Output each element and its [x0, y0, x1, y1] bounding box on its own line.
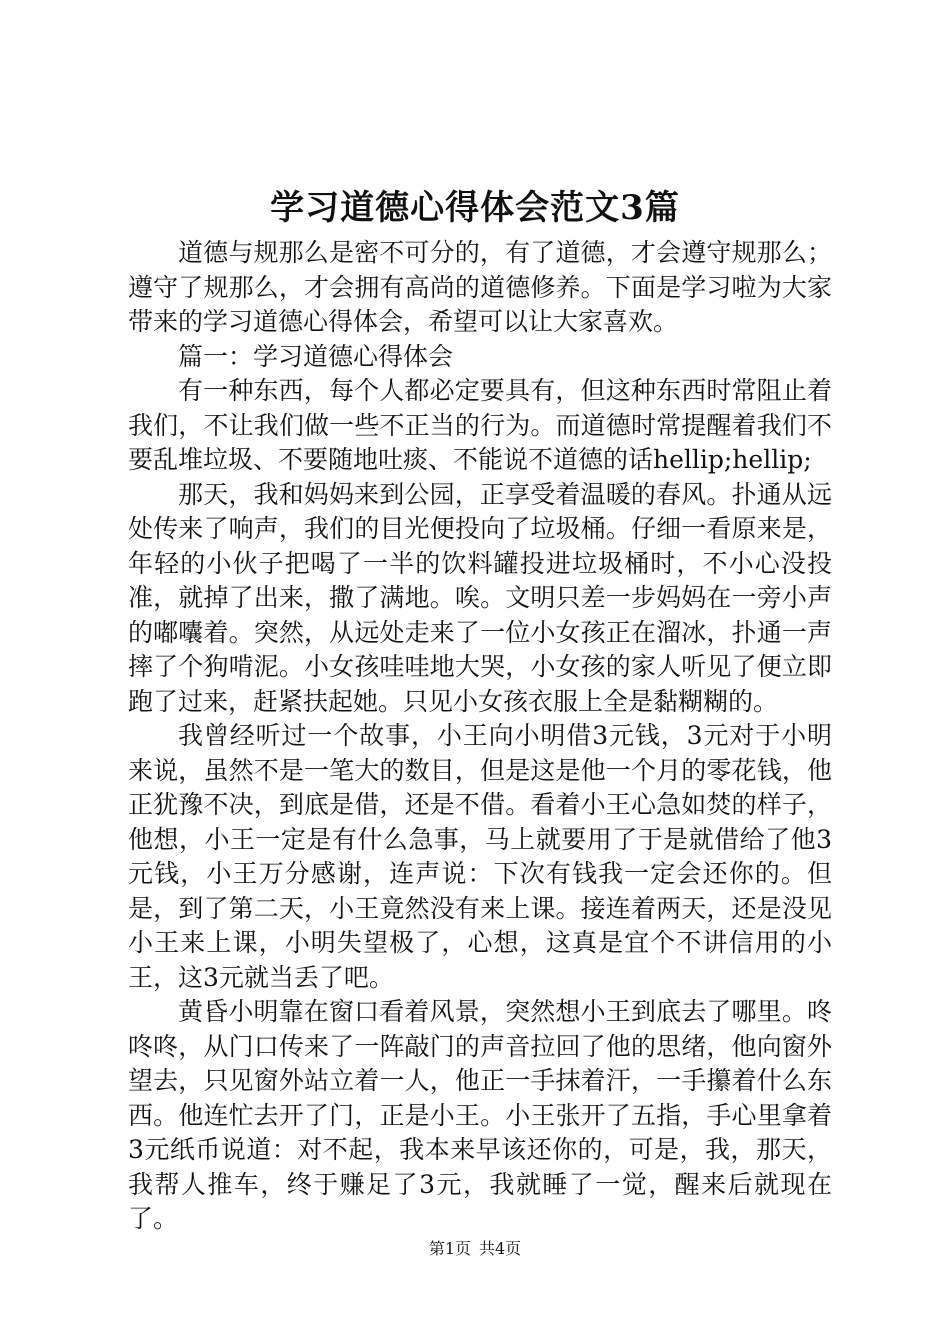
intro-paragraph: 道德与规那么是密不可分的，有了道德，才会遵守规那么；遵守了规那么，才会拥有高尚的道德修养。下面是学习啦为大家带来的学习道德心得体会，希望可以让大家喜欢。: [128, 238, 832, 336]
page-number: 第1页: [428, 1239, 471, 1258]
document-title: 学习道德心得体会范文3篇: [270, 188, 680, 228]
page-footer: [0, 1238, 950, 1260]
body-paragraph: 那天，我和妈妈来到公园，正享受着温暖的春风。扑通从远处传来了响声，我们的目光便投向了垃圾桶。仔细一看原来是，年轻的小伙子把喝了一半的饮料罐投进垃圾桶时，不小心没投准，就掉了出来，撒了满地。唉。文明只差一步妈妈在一旁小声的嘟囔着。突然，从远处走来了一位小女孩正在溜冰，扑通一声摔了个狗啃泥。小女孩哇哇地大哭，小女孩的家人听见了便立即跑了过来，赶紧扶起她。只见小女孩衣服上全是黏糊糊的。: [128, 479, 832, 716]
page-total: 共4页: [479, 1239, 522, 1258]
section-heading: 篇一：学习道德心得体会: [178, 341, 454, 371]
body-paragraph: 黄昏小明靠在窗口看着风景，突然想小王到底去了哪里。咚咚咚，从门口传来了一阵敲门的声音拉回了他的思绪，他向窗外望去，只见窗外站立着一人，他正一手抹着汗，一手攥着什么东西。他连忙去开了门，正是小王。小王张开了五指，手心里拿着3元纸币说道：对不起，我本来早该还你的，可是，我，那天，我帮人推车，终于赚足了3元，我就睡了一觉，醒来后就现在了。: [128, 997, 832, 1233]
body-paragraph: 有一种东西，每个人都必定要具有，但这种东西时常阻止着我们，不让我们做一些不正当的行为。而道德时常提醒着我们不要乱堆垃圾、不要随地吐痰、不能说不道德的话hellip;hellip;: [128, 376, 832, 474]
document-body: [128, 236, 832, 1237]
body-paragraph: 我曾经听过一个故事，小王向小明借3元钱，3元对于小明来说，虽然不是一笔大的数目，但是这是他一个月的零花钱，他正犹豫不决，到底是借，还是不借。看着小王心急如焚的样子，他想，小王一定是有什么急事，马上就要用了于是就借给了他3元钱，小王万分感谢，连声说：下次有钱我一定会还你的。但是，到了第二天，小王竟然没有来上课。接连着两天，还是没见小王来上课，小明失望极了，心想，这真是宜个不讲信用的小王，这3元就当丢了吧。: [128, 721, 832, 992]
